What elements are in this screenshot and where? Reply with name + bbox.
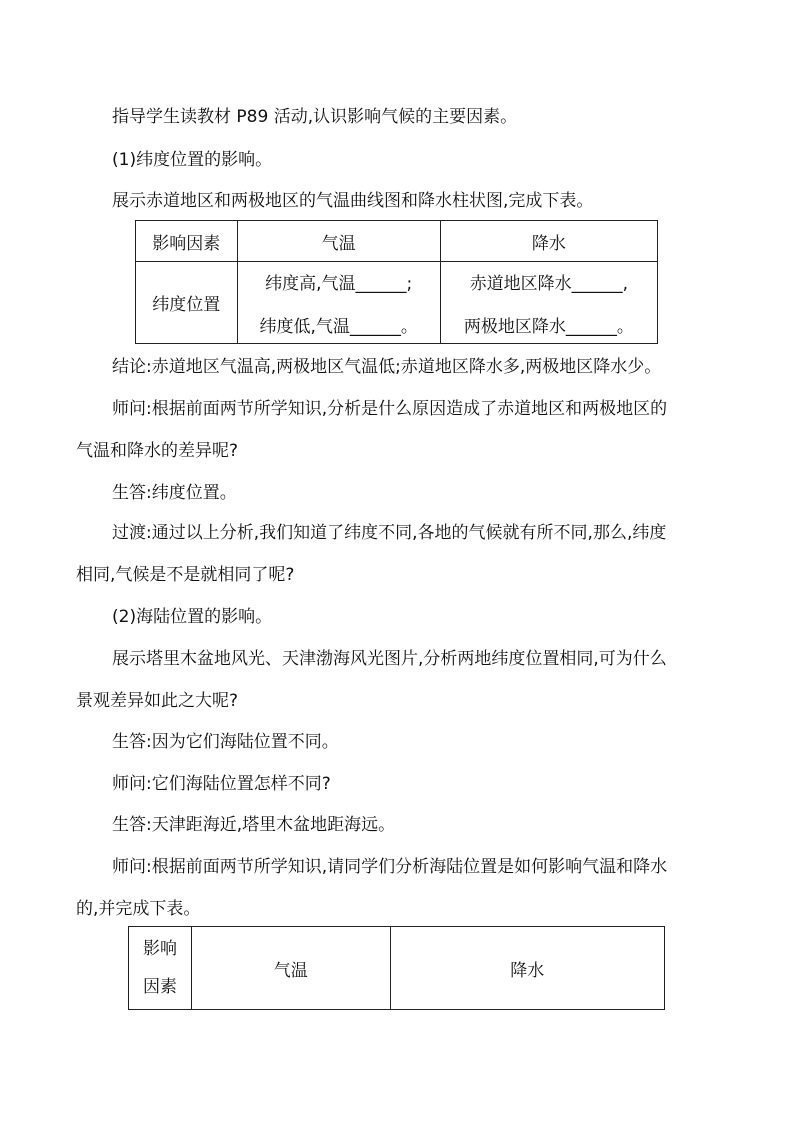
paragraph-student-answer-1: 生答:纬度位置。 [112,483,237,503]
paragraph-transition-a: 过渡:通过以上分析,我们知道了纬度不同,各地的气候就有所不同,那么,纬度 [112,523,667,543]
paragraph-student-answer-3: 生答:天津距海近,塔里木盆地距海远。 [112,815,396,835]
table2-header-factor [129,927,192,1010]
table-header-factor: 影响因素 [136,221,238,262]
paragraph-teacher-question-1a: 师问:根据前面两节所学知识,分析是什么原因造成了赤道地区和两极地区的 [112,399,668,419]
paragraph-conclusion: 结论:赤道地区气温高,两极地区气温低;赤道地区降水多,两极地区降水少。 [112,357,662,377]
paragraph-show-photos-b: 景观差异如此之大呢? [76,691,239,711]
precip-blank-line-1: 赤道地区降水______, [469,273,629,294]
table-header-temperature: 气温 [237,221,440,262]
precip-blank-line-2: 两极地区降水______。 [463,316,634,337]
paragraph-teacher-question-3a: 师问:根据前面两节所学知识,请同学们分析海陆位置是如何影响气温和降水 [112,857,668,877]
section-heading-land-sea: (2)海陆位置的影响。 [112,607,273,627]
paragraph-intro: 指导学生读教材 P89 活动,认识影响气候的主要因素。 [112,107,518,127]
table2-header-temperature: 气温 [191,927,390,1010]
section-heading-latitude: (1)纬度位置的影响。 [112,150,273,170]
table-cell-factor: 纬度位置 [136,262,238,344]
temp-blank-line-1: 纬度高,气温______; [265,273,413,294]
table2-header-precipitation: 降水 [390,927,664,1010]
latitude-table [135,220,658,344]
paragraph-transition-b: 相同,气候是不是就相同了呢? [76,565,295,585]
paragraph-show-photos-a: 展示塔里木盆地风光、天津渤海风光图片,分析两地纬度位置相同,可为什么 [112,649,667,669]
paragraph-teacher-question-1b: 气温和降水的差异呢? [76,441,239,461]
paragraph-student-answer-2: 生答:因为它们海陆位置不同。 [112,732,339,752]
table2-factor-line-2: 因素 [142,977,177,997]
table2-factor-line-1: 影响 [142,939,177,959]
paragraph-show-charts: 展示赤道地区和两极地区的气温曲线图和降水柱状图,完成下表。 [112,191,594,211]
paragraph-teacher-question-3b: 的,并完成下表。 [76,899,201,919]
table-header-precipitation: 降水 [440,221,657,262]
paragraph-teacher-question-2: 师问:它们海陆位置怎样不同? [112,774,331,794]
table-cell-precipitation [440,262,657,344]
land-sea-table [128,926,665,1010]
temp-blank-line-2: 纬度低,气温______。 [259,316,418,337]
table-cell-temperature [237,262,440,344]
